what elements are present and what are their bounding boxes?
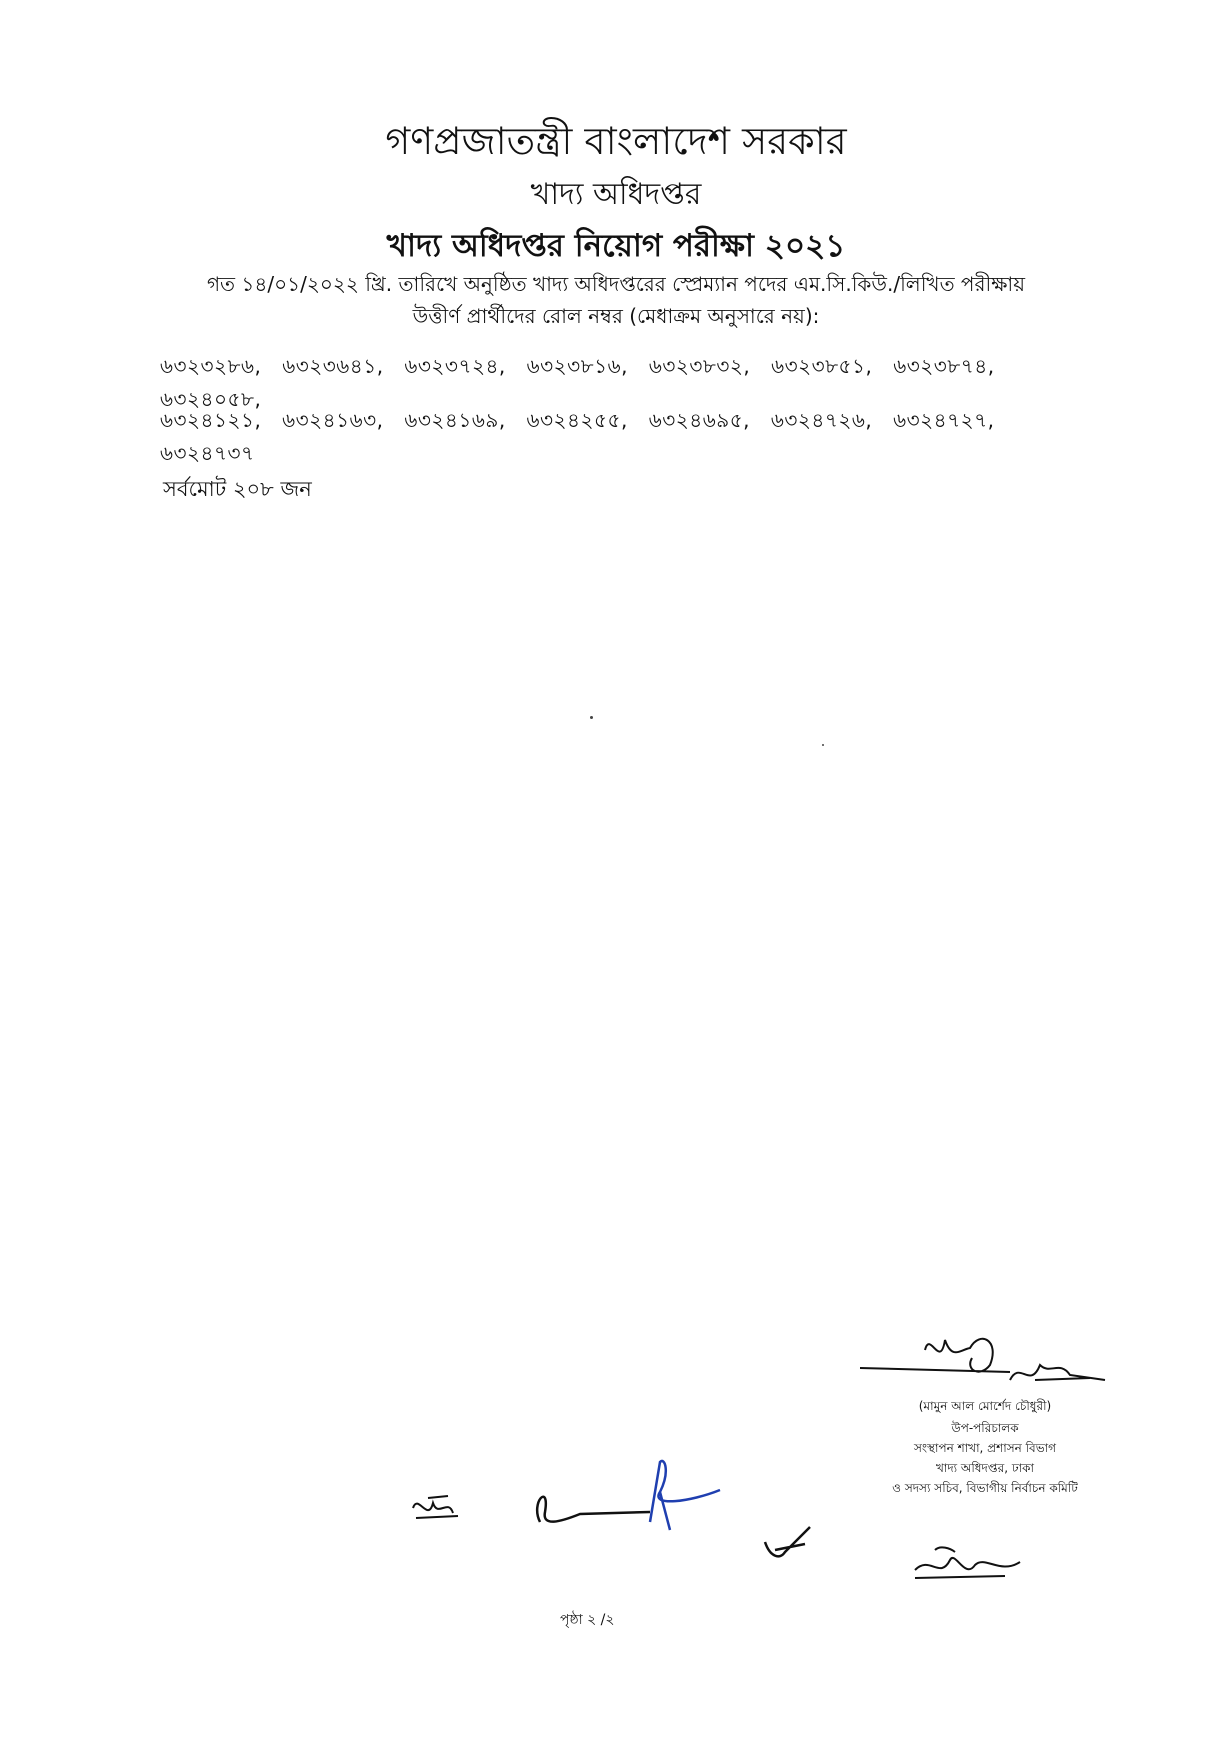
signatory-committee: ও সদস্য সচিব, বিভাগীয় নির্বাচন কমিটি	[892, 1481, 1078, 1495]
notice-line-2: উত্তীর্ণ প্রার্থীদের রোল নম্বর (মেধাক্রম অনুসারে নয়):	[412, 304, 820, 328]
roll-number: ৬৩২৪০৫৮,	[160, 387, 262, 411]
committee-signature-4	[910, 1540, 1030, 1590]
roll-number: ৬৩২৩৮১৬,	[526, 354, 628, 378]
government-title: গণপ্রজাতন্ত্রী বাংলাদেশ সরকার	[385, 119, 847, 163]
committee-signature-1	[408, 1488, 468, 1528]
roll-number: ৬৩২৩৬৪১,	[282, 354, 384, 378]
scan-speck	[822, 744, 824, 746]
roll-number: ৬৩২৩৮৫১,	[771, 354, 873, 378]
roll-number: ৬৩২৪২৫৫,	[526, 408, 628, 432]
roll-number: ৬৩২৪১২১,	[160, 408, 262, 432]
signatory-name: (মামুন আল মোর্শেদ চৌধুরী)	[918, 1399, 1052, 1413]
signatory-office: খাদ্য অধিদপ্তর, ঢাকা	[935, 1461, 1035, 1475]
notice-line-1: গত ১৪/০১/২০২২ খ্রি. তারিখে অনুষ্ঠিত খাদ্য অধিদপ্তরের স্প্রেম্যান পদের এম.সি.কিউ./লিখিত পরীক্ষায়	[206, 272, 1026, 296]
roll-number: ৬৩২৩৭২৪,	[404, 354, 506, 378]
exam-title: খাদ্য অধিদপ্তর নিয়োগ পরীক্ষা ২০২১	[386, 228, 846, 264]
roll-number: ৬৩২৩৮৭৪,	[893, 354, 995, 378]
signatory-designation: উপ-পরিচালক	[951, 1421, 1019, 1435]
roll-number: ৬৩২৩৮৩২,	[648, 354, 751, 378]
signatory-section: সংস্থাপন শাখা, প্রশাসন বিভাগ	[913, 1441, 1057, 1455]
roll-number: ৬৩২৩২৮৬,	[160, 354, 262, 378]
main-signature	[860, 1320, 1110, 1400]
roll-number: ৬৩২৪৭৩৭	[160, 441, 255, 465]
roll-numbers-row-2	[160, 406, 1120, 472]
roll-number: ৬৩২৪১৬৩,	[282, 408, 384, 432]
roll-number: ৬৩২৪৬৯৫,	[648, 408, 751, 432]
committee-signature-2	[520, 1452, 740, 1532]
roll-number: ৬৩২৪৭২৬,	[770, 408, 873, 432]
roll-number: ৬৩২৪১৬৯,	[404, 408, 506, 432]
total-count: সর্বমোট ২০৮ জন	[163, 477, 312, 501]
page-number: পৃষ্ঠা ২ /২	[560, 1612, 615, 1628]
roll-number: ৬৩২৪৭২৭,	[893, 408, 995, 432]
committee-signature-3	[760, 1522, 820, 1562]
scan-speck	[590, 716, 593, 719]
department-title: খাদ্য অধিদপ্তর	[530, 177, 702, 212]
